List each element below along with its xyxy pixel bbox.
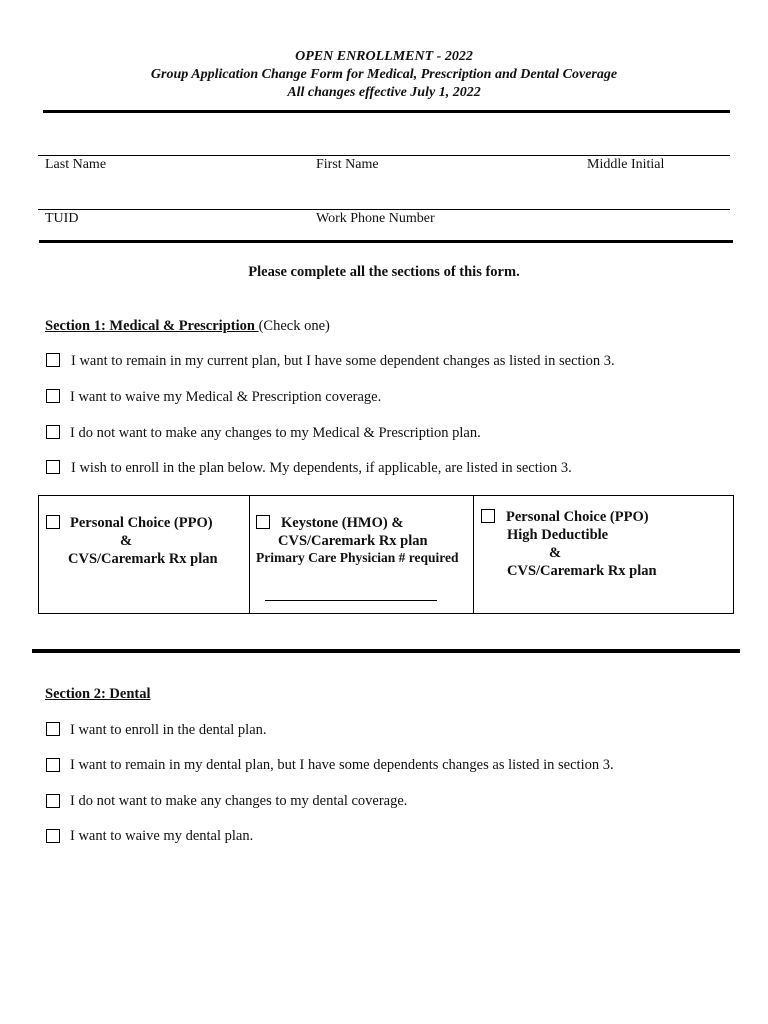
section1-note: (Check one) [258, 318, 330, 334]
ppo-plan-checkbox[interactable] [46, 515, 60, 529]
plan-divider-2 [473, 495, 474, 614]
pcp-number-field[interactable] [265, 600, 437, 601]
id-field-line[interactable] [38, 209, 730, 210]
section2-title: Section 2: Dental [45, 686, 151, 702]
s1-option4-label: I wish to enroll in the plan below. My dependents, if applicable, are listed in section 3. [71, 460, 572, 476]
s1-option1-label: I want to remain in my current plan, but I have some dependent changes as listed in section 3. [71, 353, 615, 369]
form-instruction: Please complete all the sections of this form. [248, 264, 520, 280]
hmo-pcp-note: Primary Care Physician # required [256, 550, 459, 565]
first-name-label: First Name [316, 157, 379, 172]
s2-option3-label: I do not want to make any changes to my dental coverage. [70, 793, 408, 809]
hdhp-plan-checkbox[interactable] [481, 509, 495, 523]
hmo-plan-checkbox[interactable] [256, 515, 270, 529]
section1-heading [45, 318, 330, 335]
form-subtitle: Group Application Change Form for Medical, Prescription and Dental Coverage [150, 67, 618, 82]
s1-option3-label: I do not want to make any changes to my Medical & Prescription plan. [70, 425, 481, 441]
s1-option2-checkbox[interactable] [46, 389, 60, 403]
form-title: OPEN ENROLLMENT - 2022 [295, 49, 473, 64]
tuid-label: TUID [45, 211, 79, 226]
ppo-plan-name: Personal Choice (PPO) [70, 515, 213, 531]
s1-option4-checkbox[interactable] [46, 460, 60, 474]
s1-option3-checkbox[interactable] [46, 425, 60, 439]
s2-option4-checkbox[interactable] [46, 829, 60, 843]
hdhp-plan-type: High Deductible [507, 527, 609, 543]
hdhp-plan-rx: CVS/Caremark Rx plan [507, 563, 657, 579]
section1-title: Section 1: Medical & Prescription [45, 318, 259, 334]
ppo-plan-amp: & [120, 533, 133, 549]
effective-date: All changes effective July 1, 2022 [287, 85, 481, 100]
work-phone-label: Work Phone Number [316, 211, 435, 226]
hdhp-plan-amp: & [549, 545, 562, 561]
s2-option3-checkbox[interactable] [46, 794, 60, 808]
ppo-plan-rx: CVS/Caremark Rx plan [68, 551, 218, 567]
last-name-label: Last Name [45, 157, 107, 172]
fields-divider [39, 240, 733, 243]
header-divider [43, 110, 730, 113]
hdhp-plan-name: Personal Choice (PPO) [506, 509, 649, 525]
hmo-plan-name: Keystone (HMO) & [281, 515, 404, 531]
s2-option1-label: I want to enroll in the dental plan. [70, 722, 267, 738]
s1-option1-checkbox[interactable] [46, 353, 60, 367]
s2-option2-label: I want to remain in my dental plan, but I have some dependents changes as listed in section 3. [70, 757, 614, 773]
hmo-plan-rx: CVS/Caremark Rx plan [278, 533, 428, 549]
plan-divider-1 [249, 495, 250, 614]
name-field-line[interactable] [38, 155, 730, 156]
s2-option4-label: I want to waive my dental plan. [70, 828, 254, 844]
middle-initial-label: Middle Initial [587, 157, 665, 172]
s1-option2-label: I want to waive my Medical & Prescription coverage. [70, 389, 382, 405]
s2-option2-checkbox[interactable] [46, 758, 60, 772]
s2-option1-checkbox[interactable] [46, 722, 60, 736]
section-divider [32, 649, 740, 653]
